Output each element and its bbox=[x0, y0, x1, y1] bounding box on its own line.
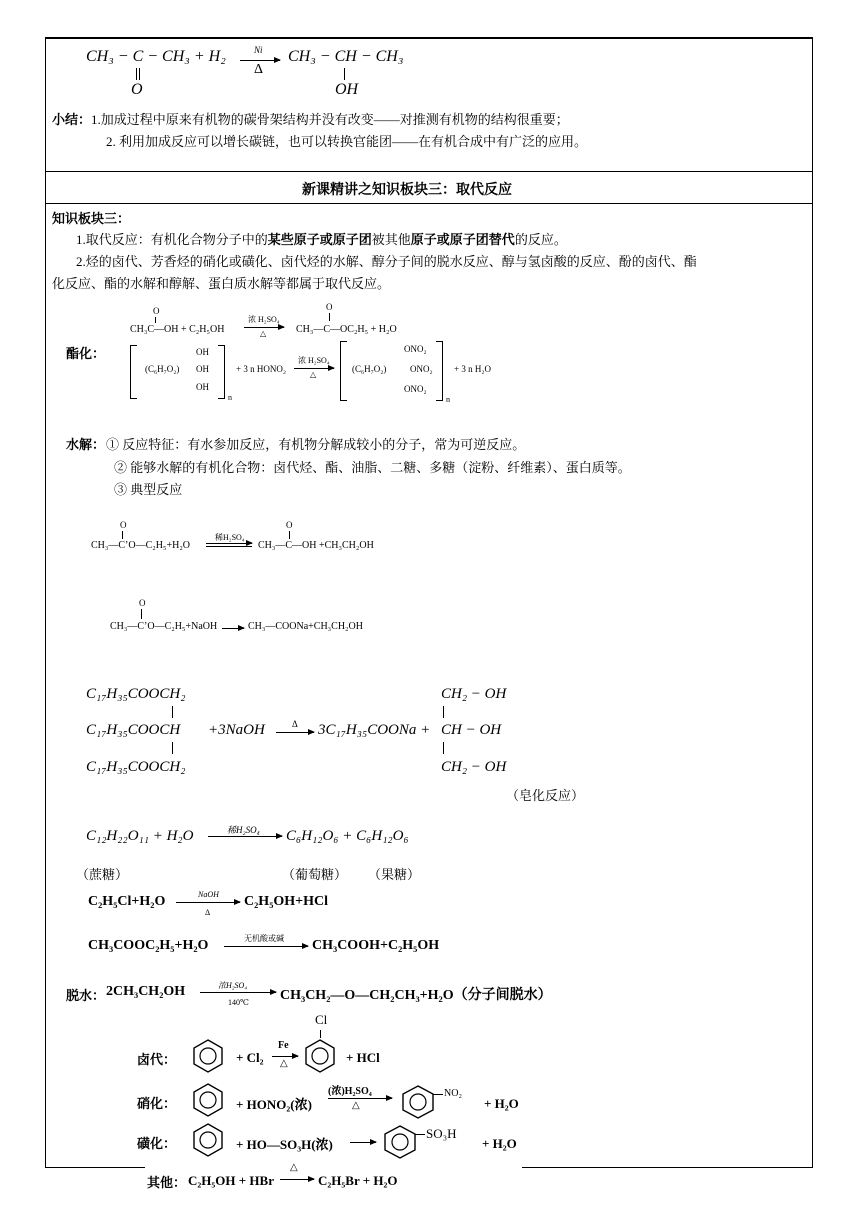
top-reaction-catalyst: Ni bbox=[254, 45, 263, 55]
dehydration-arrow bbox=[200, 992, 276, 993]
nitro-product: + H₂O bbox=[484, 1096, 519, 1111]
glycerol-bond-1 bbox=[443, 706, 444, 718]
frame-right bbox=[812, 37, 813, 1167]
ester-r2-delta: △ bbox=[310, 370, 317, 379]
hydroxyl-group: OH bbox=[335, 81, 359, 98]
dehydration-right: CH₃CH₂—O—CH₂CH₃+H₂O（分子间脱水） bbox=[280, 988, 552, 1003]
other-reaction-left: C₂H₅OH + HBr bbox=[188, 1173, 274, 1188]
summary-line-1: 1.加成过程中原来有机物的碳骨架结构并没有改变——对推测有机物的结构很重要； bbox=[91, 112, 569, 127]
ester2-right: CH₃COOH+C₂H₅OH bbox=[312, 938, 440, 953]
dehydration-label: 脱水： bbox=[66, 989, 106, 1004]
sulfo-bond bbox=[415, 1134, 425, 1135]
label-sucrose: （蔗糖） bbox=[76, 867, 129, 882]
arom-halo-arrow bbox=[272, 1056, 298, 1057]
fat-bond-2 bbox=[172, 742, 173, 754]
ester-r1-arrow bbox=[244, 327, 284, 328]
hyd-r1-bond-right bbox=[289, 531, 290, 539]
hyd-r1-right: CH₃—C—OH +CH₃CH₂OH bbox=[258, 540, 374, 551]
summary-line-2: 2. 利用加成反应可以增长碳链，也可以转换官能团——在有机合成中有广泛的应用。 bbox=[106, 134, 588, 149]
hyd-r1-o-left: O bbox=[120, 520, 127, 530]
bottom-rule-left bbox=[45, 1167, 145, 1168]
nitro-reagent: + HONO₂(浓) bbox=[236, 1097, 312, 1112]
ester-r1-delta: △ bbox=[260, 329, 267, 338]
halo-cond-bottom: Δ bbox=[205, 908, 211, 917]
knowledge-heading: 知识板块三： bbox=[52, 212, 131, 227]
hyd-r1-bond-left bbox=[122, 531, 123, 539]
top-reaction-left: CH₃ − C − CH₃ + H₂ bbox=[86, 48, 226, 65]
benzenesulfonic-ring-icon bbox=[380, 1124, 420, 1160]
hyd-r2-right: CH₃—COONa+CH₃CH₂OH bbox=[248, 621, 363, 632]
glycerol-3: CH₂ − OH bbox=[441, 759, 507, 775]
hyd-r1-arrow-fwd bbox=[206, 543, 252, 544]
ester2-left: CH₃COOC₂H₅+H₂O bbox=[88, 938, 209, 953]
sulfo-product: + H₂O bbox=[482, 1136, 517, 1151]
nitrate-1: ONO₂ bbox=[404, 344, 427, 354]
sulfo-reagent: + HO—SO₃H(浓) bbox=[236, 1137, 333, 1152]
nitro-delta: △ bbox=[352, 1100, 360, 1111]
nitro-bond bbox=[433, 1094, 443, 1095]
other-reaction-right: C₂H₅Br + H₂O bbox=[318, 1173, 398, 1188]
benzene-ring-icon bbox=[190, 1082, 226, 1118]
sucrose-left: C₁₂H₂₂O₁₁ + H₂O bbox=[86, 828, 194, 844]
fat-line-2: C₁₇H₃₅COOCH bbox=[86, 722, 181, 738]
hyd-r1-cond: 稀H₂SO₄ bbox=[215, 533, 245, 542]
halo-catalyst: Fe bbox=[278, 1040, 289, 1051]
hyd-r1-arrow-back bbox=[206, 546, 252, 547]
hyd-r2-left: CH₃—C’O—C₂H₅+NaOH bbox=[110, 621, 218, 632]
ester-bond-2 bbox=[329, 313, 330, 321]
cellulose-unit-1: (C₆H₇O₂) bbox=[145, 364, 180, 374]
ester-r2-water: + 3 n H₂O bbox=[454, 364, 491, 374]
bracket-left-1 bbox=[130, 345, 137, 399]
halo-reagent: + Cl₂ bbox=[236, 1050, 264, 1065]
chlorobenzene-cl: Cl bbox=[315, 1012, 328, 1027]
ester-r1-cond: 浓 H₂SO₄ bbox=[248, 315, 280, 324]
saponification-note: （皂化反应） bbox=[506, 788, 585, 803]
bottom-rule-right bbox=[522, 1167, 813, 1168]
benzene-ring-icon bbox=[190, 1122, 226, 1158]
chloro-bond bbox=[320, 1030, 321, 1038]
substitution-types-line-2: 化反应、酯的水解和醇解、蛋白质水解等都属于取代反应。 bbox=[52, 276, 391, 291]
ester-r1-left: CH₃C—OH + C₂H₅OH bbox=[130, 324, 225, 335]
top-reaction-right: CH₃ − CH − CH₃ bbox=[288, 48, 404, 65]
halo-right: C₂H₅OH+HCl bbox=[244, 894, 329, 909]
other-label: 其他： bbox=[147, 1176, 187, 1191]
cellulose-oh-3: OH bbox=[196, 382, 209, 392]
frame-left bbox=[45, 37, 46, 1167]
sucrose-cond: 稀H₂SO₄ bbox=[227, 825, 260, 835]
dehydration-left: 2CH₃CH₂OH bbox=[106, 984, 186, 999]
other-arrow bbox=[280, 1179, 314, 1180]
top-reaction-condition: Δ bbox=[254, 62, 264, 77]
halo-cond-top: NaOH bbox=[198, 890, 219, 899]
hyd-r2-arrow bbox=[222, 628, 244, 629]
sap-reagent: +3NaOH bbox=[208, 722, 265, 738]
fat-bond-1 bbox=[172, 706, 173, 718]
bracket-right-1 bbox=[218, 345, 225, 399]
glycerol-1: CH₂ − OH bbox=[441, 686, 507, 702]
halo-product: + HCl bbox=[346, 1050, 380, 1065]
hydrolysis-item-2: ② 能够水解的有机化合物：卤代烃、酯、油脂、二糖、多糖（淀粉、纤维素）、蛋白质等。 bbox=[114, 460, 631, 475]
cellulose-oh-1: OH bbox=[196, 347, 209, 357]
halogenation-label: 卤代： bbox=[137, 1053, 177, 1068]
nitro-arrow bbox=[328, 1098, 392, 1099]
ester-r2-cond: 浓 H₂SO₄ bbox=[298, 356, 330, 365]
ester-r1-right: CH₃—C—OC₂H₅ + H₂O bbox=[296, 324, 397, 335]
halo-left: C₂H₅Cl+H₂O bbox=[88, 894, 166, 909]
sap-arrow bbox=[276, 732, 314, 733]
ketone-oxygen: O bbox=[131, 81, 143, 98]
fat-line-1: C₁₇H₃₅COOCH₂ bbox=[86, 686, 186, 702]
nitrate-3: ONO₂ bbox=[404, 384, 427, 394]
substitution-definition: 1.取代反应：有机化合物分子中的某些原子或原子团被其他原子或原子团替代的反应。 bbox=[76, 232, 567, 248]
sap-cond: Δ bbox=[292, 719, 298, 729]
sulfo-arrow bbox=[350, 1142, 376, 1143]
other-delta: △ bbox=[290, 1162, 298, 1173]
halo-arrow bbox=[176, 902, 240, 903]
hyd-r2-o: O bbox=[139, 598, 146, 608]
subscript-n-1: n bbox=[228, 393, 232, 402]
oh-bond bbox=[344, 68, 345, 80]
ester-o-top-1: O bbox=[153, 306, 160, 316]
nitrate-2: ONO₂ bbox=[410, 364, 433, 374]
nitro-cond: (浓)H₂SO₄ bbox=[328, 1086, 372, 1097]
dehydration-cond-bottom: 140℃ bbox=[228, 998, 249, 1007]
sulfonation-label: 磺化： bbox=[137, 1137, 177, 1152]
label-fructose: （果糖） bbox=[368, 867, 421, 882]
fat-line-3: C₁₇H₃₅COOCH₂ bbox=[86, 759, 186, 775]
ester-r2-reagent: + 3 n HONO₂ bbox=[236, 364, 286, 374]
hydrolysis-item-3: ③ 典型反应 bbox=[114, 482, 183, 497]
sucrose-right: C₆H₁₂O₆ + C₆H₁₂O₆ bbox=[286, 828, 409, 844]
ester-o-top-2: O bbox=[326, 302, 333, 312]
ester-r2-arrow bbox=[294, 368, 334, 369]
nitration-label: 硝化： bbox=[137, 1097, 177, 1112]
top-rule bbox=[45, 37, 813, 39]
hyd-r2-bond bbox=[141, 609, 142, 619]
nitrobenzene-ring-icon bbox=[398, 1084, 438, 1120]
hyd-r1-o-right: O bbox=[286, 520, 293, 530]
label-glucose: （葡萄糖） bbox=[282, 867, 348, 882]
ester2-arrow bbox=[224, 946, 308, 947]
benzene-ring-icon bbox=[190, 1038, 226, 1074]
sap-product: 3C₁₇H₃₅COONa + bbox=[318, 722, 431, 738]
hydrolysis-label: 水解： bbox=[66, 438, 106, 453]
row-divider-1 bbox=[45, 171, 813, 172]
row-divider-2 bbox=[45, 203, 813, 204]
glycerol-2: CH − OH bbox=[441, 722, 502, 738]
ester-bond-1 bbox=[155, 317, 156, 323]
esterification-label: 酯化： bbox=[66, 347, 106, 362]
cellulose-unit-2: (C₆H₇O₂) bbox=[352, 364, 387, 374]
sulfo-group: SO₃H bbox=[426, 1126, 457, 1141]
double-bond-b bbox=[139, 68, 140, 80]
section-title: 新课精讲之知识板块三：取代反应 bbox=[302, 182, 512, 198]
substitution-types-line-1: 2.烃的卤代、芳香烃的硝化或磺化、卤代烃的水解、醇分子间的脱水反应、醇与氢卤酸的反应、酚的卤代、酯 bbox=[76, 254, 697, 269]
cellulose-oh-2: OH bbox=[196, 364, 209, 374]
bracket-left-2 bbox=[340, 341, 347, 401]
ester2-cond: 无机酸或碱 bbox=[244, 934, 284, 943]
subscript-n-2: n bbox=[446, 395, 450, 404]
arom-halo-delta: △ bbox=[280, 1058, 288, 1069]
nitro-group: NO₂ bbox=[444, 1088, 462, 1099]
top-reaction-arrow bbox=[240, 60, 280, 61]
hyd-r1-left: CH₃—C’O—C₂H₅+H₂O bbox=[91, 540, 191, 551]
summary-label: 小结： bbox=[52, 113, 92, 128]
sucrose-arrow bbox=[208, 836, 282, 837]
hydrolysis-item-1: ① 反应特征：有水参加反应，有机物分解成较小的分子，常为可逆反应。 bbox=[106, 437, 526, 452]
bracket-right-2 bbox=[436, 341, 443, 401]
chlorobenzene-ring-icon bbox=[302, 1038, 338, 1074]
dehydration-cond-top: 浓H₂SO₄ bbox=[218, 981, 248, 990]
glycerol-bond-2 bbox=[443, 742, 444, 754]
double-bond-a bbox=[136, 68, 137, 80]
